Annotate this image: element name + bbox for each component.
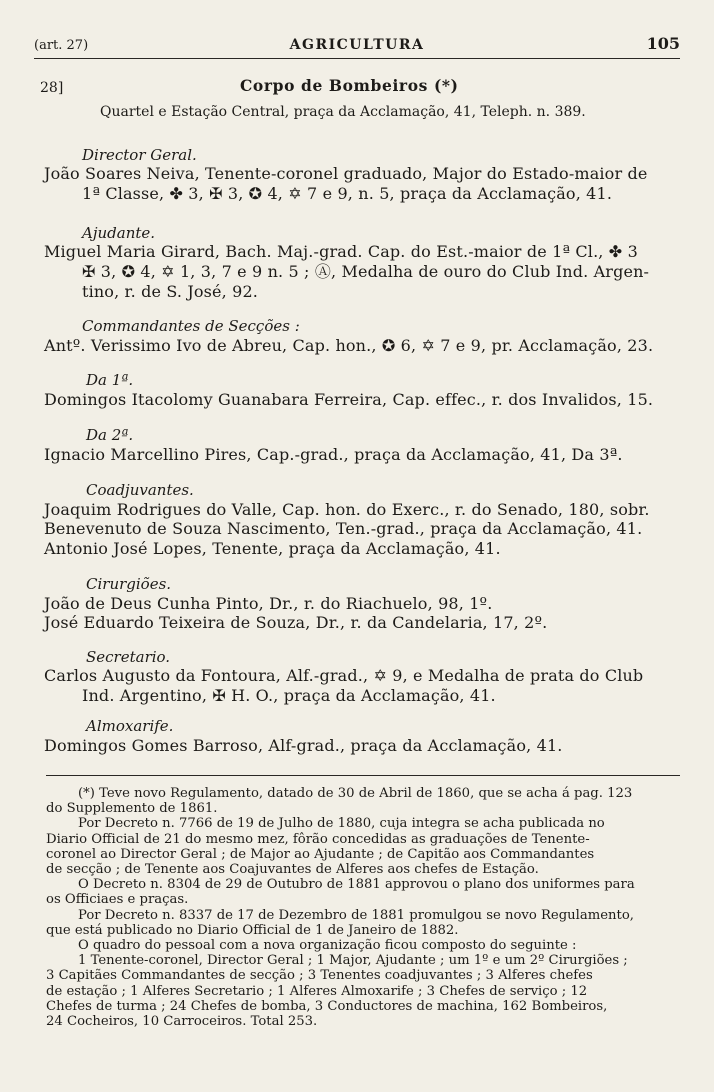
footnote-block [46,786,686,1029]
secretario-line-2: Ind. Argentino, ✠ H. O., praça da Acclamação, 41. [82,686,496,705]
coadjuvantes-line-3: Antonio José Lopes, Tenente, praça da Acclamação, 41. [44,539,501,558]
running-header [34,34,680,56]
ajudante-line-1: Miguel Maria Girard, Bach. Maj.-grad. Cap. do Est.-maior de 1ª Cl., ✤ 3 [44,242,638,261]
role-heading-da2: Da 2ª. [86,426,134,444]
coadjuvantes-line-2: Benevenuto de Souza Nascimento, Ten.-grad., praça da Acclamação, 41. [44,519,643,538]
role-heading-director: Director Geral. [82,146,197,164]
da1-line-1: Domingos Itacolomy Guanabara Ferreira, Cap. effec., r. dos Invalidos, 15. [44,390,654,409]
footnote-line: 24 Cocheiros, 10 Carroceiros. Total 253. [46,1014,318,1030]
footnote-rule [46,775,680,776]
footnote-line: O quadro do pessoal com a nova organização ficou composto do seguinte : [78,938,577,954]
role-heading-secretario: Secretario. [86,648,171,666]
role-heading-almoxarife: Almoxarife. [86,717,174,735]
footnote-line: Por Decreto n. 8337 de 17 de Dezembro de 1881 promulgou se novo Regulamento, [78,907,634,923]
almoxarife-line-1: Domingos Gomes Barroso, Alf-grad., praça da Acclamação, 41. [44,736,563,755]
address-subtitle: Quartel e Estação Central, praça da Acclamação, 41, Teleph. n. 389. [100,104,586,120]
footnote-line: de estação ; 1 Alferes Secretario ; 1 Alferes Almoxarife ; 3 Chefes de serviço ; 12 [46,983,588,999]
footnote-line: que está publicado no Diario Official de 1 de Janeiro de 1882. [46,922,459,938]
role-heading-cirurgioes: Cirurgiões. [86,575,172,593]
footnote-line: Chefes de turma ; 24 Chefes de bomba, 3 Conductores de machina, 162 Bombeiros, [46,998,608,1014]
role-heading-coadjuvantes: Coadjuvantes. [86,481,194,499]
footnote-line: 1 Tenente-coronel, Director Geral ; 1 Major, Ajudante ; um 1º e um 2º Cirurgiões ; [78,953,628,969]
footnote-line: (*) Teve novo Regulamento, datado de 30 de Abril de 1860, que se acha á pag. 123 [78,786,633,801]
role-heading-da1: Da 1ª. [86,371,134,389]
footnote-line: Por Decreto n. 7766 de 19 de Julho de 1880, cuja integra se acha publicada no [78,816,605,832]
footnote-line: de secção ; de Tenente aos Coajuvantes de Alferes aos chefes de Estação. [46,862,539,878]
entry-number: 28] [40,80,64,96]
role-heading-ajudante: Ajudante. [82,224,156,242]
ajudante-line-2: ✠ 3, ✪ 4, ✡ 1, 3, 7 e 9 n. 5 ; Ⓐ, Medalha de ouro do Club Ind. Argen- [82,262,650,281]
header-rule [34,58,680,59]
director-line-1: João Soares Neiva, Tenente-coronel graduado, Major do Estado-maior de [44,164,648,183]
cirurgioes-line-2: José Eduardo Teixeira de Souza, Dr., r. da Candelaria, 17, 2º. [44,613,548,632]
footnote-line: os Officiaes e praças. [46,892,189,908]
coadjuvantes-line-1: Joaquim Rodrigues do Valle, Cap. hon. do Exerc., r. do Senado, 180, sobr. [44,500,650,519]
footnote-line: 3 Capitães Commandantes de secção ; 3 Tenentes coadjuvantes ; 3 Alferes chefes [46,968,593,984]
ajudante-line-3: tino, r. de S. José, 92. [82,282,259,301]
role-heading-commandantes: Commandantes de Secções : [82,317,300,335]
footnote-line: Diario Official de 21 do mesmo mez, fôrão concedidas as graduações de Tenente- [46,831,590,847]
commandantes-line-1: Antº. Verissimo Ivo de Abreu, Cap. hon., ✪ 6, ✡ 7 e 9, pr. Acclamação, 23. [44,336,654,355]
footnote-line: O Decreto n. 8304 de 29 de Outubro de 1881 approvou o plano dos uniformes para [78,877,635,893]
page-title: Corpo de Bombeiros (*) [240,76,459,95]
section-heading: AGRICULTURA [289,37,425,53]
footnote-line: coronel ao Director Geral ; de Major ao Ajudante ; de Capitão aos Commandantes [46,846,595,862]
footnote-line: do Supplemento de 1861. [46,801,218,817]
director-line-2: 1ª Classe, ✤ 3, ✠ 3, ✪ 4, ✡ 7 e 9, n. 5, praça da Acclamação, 41. [82,184,613,203]
page-number: 105 [646,34,680,53]
secretario-line-1: Carlos Augusto da Fontoura, Alf.-grad., ✡ 9, e Medalha de prata do Club [44,666,644,685]
da2-line-1: Ignacio Marcellino Pires, Cap.-grad., praça da Acclamação, 41, Da 3ª. [44,445,623,464]
cirurgioes-line-1: João de Deus Cunha Pinto, Dr., r. do Riachuelo, 98, 1º. [44,594,493,613]
article-reference: (art. 27) [34,38,89,53]
